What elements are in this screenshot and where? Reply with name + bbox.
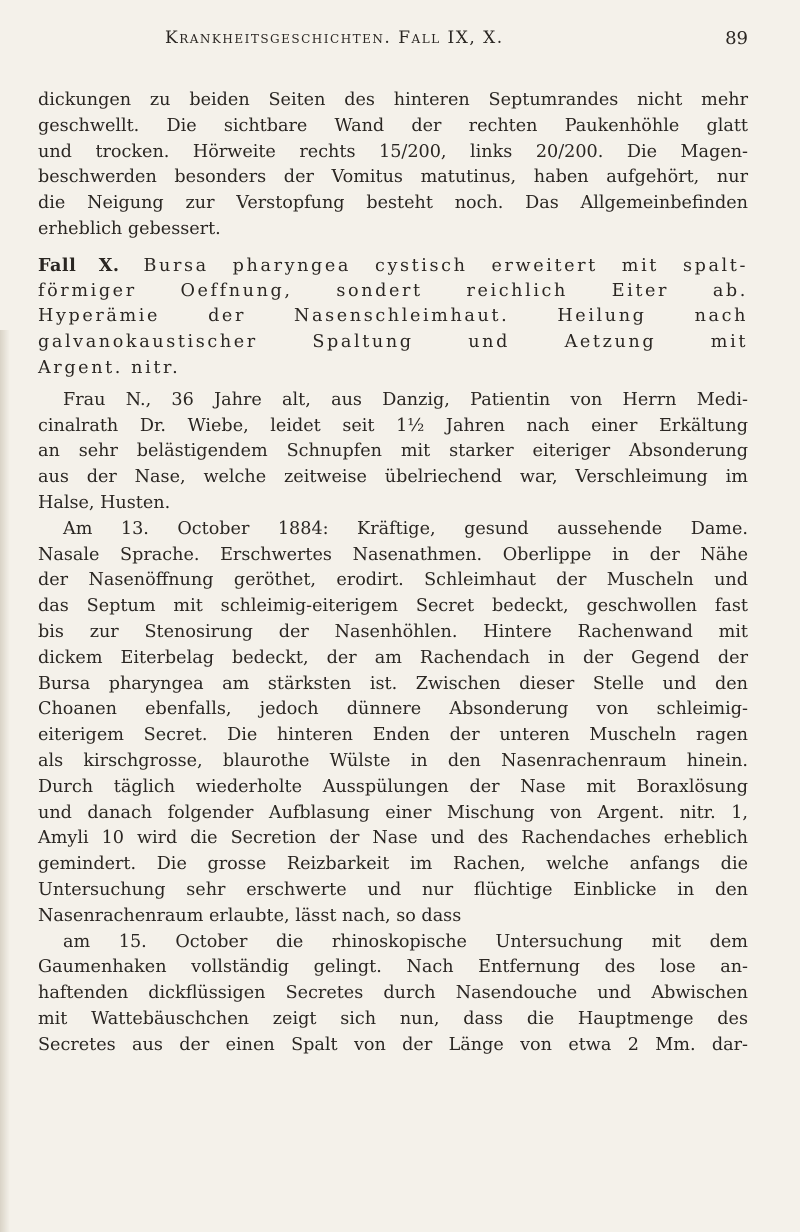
text-line: haftenden dickflüssigen Secretes durch Nasendouche und Abwischen [38,983,748,1004]
text-line: dickem Eiterbelag bedeckt, der am Rachendach in der Gegend der [38,647,748,668]
text-line: Am 13. October 1884: Kräftige, gesund aussehende Dame. [63,518,748,539]
text-line: aus der Nase, welche zeitweise übelriechend war, Verschleimung im [38,467,748,488]
text-line: am 15. October die rhinoskopische Untersuchung mit dem [63,931,748,952]
text-line: als kirschgrosse, blaurothe Wülste in den Nasenrachenraum hinein. [38,750,748,771]
text-line: Amyli 10 wird die Secretion der Nase und des Rachendaches erheblich [38,828,748,849]
paragraph-anamnesis [38,388,748,517]
page-header [0,28,800,58]
text-line: der Nasenöffnung geröthet, erodirt. Schleimhaut der Muscheln und [38,570,748,591]
body-text [38,88,748,1058]
case-heading-line: galvanokaustischer Spaltung und Aetzung mit [38,332,748,353]
text-line: cinalrath Dr. Wiebe, leidet seit 1½ Jahren nach einer Erkältung [38,415,748,436]
paragraph-findings [38,517,748,930]
page-number: 89 [725,28,748,49]
case-title-text: Bursa pharyngea cystisch erweitert mit spalt- [143,255,748,276]
text-line: an sehr belästigendem Schnupfen mit starker eiteriger Absonderung [38,441,748,462]
running-title: Krankheitsgeschichten. Fall IX, X. [165,28,504,48]
text-line: geschwellt. Die sichtbare Wand der rechten Paukenhöhle glatt [38,115,748,136]
paragraph-examination [38,930,748,1059]
text-line: Halse, Husten. [38,492,171,513]
text-line: und danach folgender Aufblasung einer Mischung von Argent. nitr. 1, [38,802,748,823]
text-line: und trocken. Hörweite rechts 15/200, links 20/200. Die Magen- [38,141,748,162]
text-line: bis zur Stenosirung der Nasenhöhlen. Hintere Rachenwand mit [38,621,748,642]
text-line: erheblich gebessert. [38,218,221,239]
text-line: Nasenrachenraum erlaubte, lässt nach, so dass [38,905,462,926]
text-line: Secretes aus der einen Spalt von der Länge von etwa 2 Mm. dar- [38,1034,748,1055]
text-line: das Septum mit schleimig-eiterigem Secret bedeckt, geschwollen fast [38,596,748,617]
text-line: Nasale Sprache. Erschwertes Nasenathmen. Oberlippe in der Nähe [38,544,748,565]
case-heading-line: förmiger Oeffnung, sondert reichlich Eiter ab. [38,280,748,301]
text-line: mit Wattebäuschchen zeigt sich nun, dass die Hauptmenge des [38,1008,748,1029]
text-line: Durch täglich wiederholte Ausspülungen der Nase mit Boraxlösung [38,776,748,797]
text-line: eiterigem Secret. Die hinteren Enden der unteren Muscheln ragen [38,725,748,746]
text-line: Gaumenhaken vollständig gelingt. Nach Entfernung des lose an- [38,957,748,978]
text-line: dickungen zu beiden Seiten des hinteren Septumrandes nicht mehr [38,90,748,110]
page-edge-shadow [0,330,10,1232]
case-heading-line [38,253,748,279]
text-line: die Neigung zur Verstopfung besteht noch. Das Allgemeinbefinden [38,193,748,214]
text-line: Untersuchung sehr erschwerte und nur flüchtige Einblicke in den [38,879,748,900]
case-label: Fall X. [38,254,120,276]
text-line: beschwerden besonders der Vomitus matutinus, haben aufgehört, nur [38,167,748,188]
text-line: Choanen ebenfalls, jedoch dünnere Absonderung von schleimig- [38,699,748,720]
case-heading-line: Argent. nitr. [38,357,181,378]
text-line: Frau N., 36 Jahre alt, aus Danzig, Patientin von Herrn Medi- [63,389,748,410]
text-line: Bursa pharyngea am stärksten ist. Zwischen dieser Stelle und den [38,673,748,694]
case-heading-line: Hyperämie der Nasenschleimhaut. Heilung nach [38,306,748,327]
case-heading [38,253,748,382]
paragraph-continuation [38,88,748,243]
text-line: gemindert. Die grosse Reizbarkeit im Rachen, welche anfangs die [38,854,748,875]
